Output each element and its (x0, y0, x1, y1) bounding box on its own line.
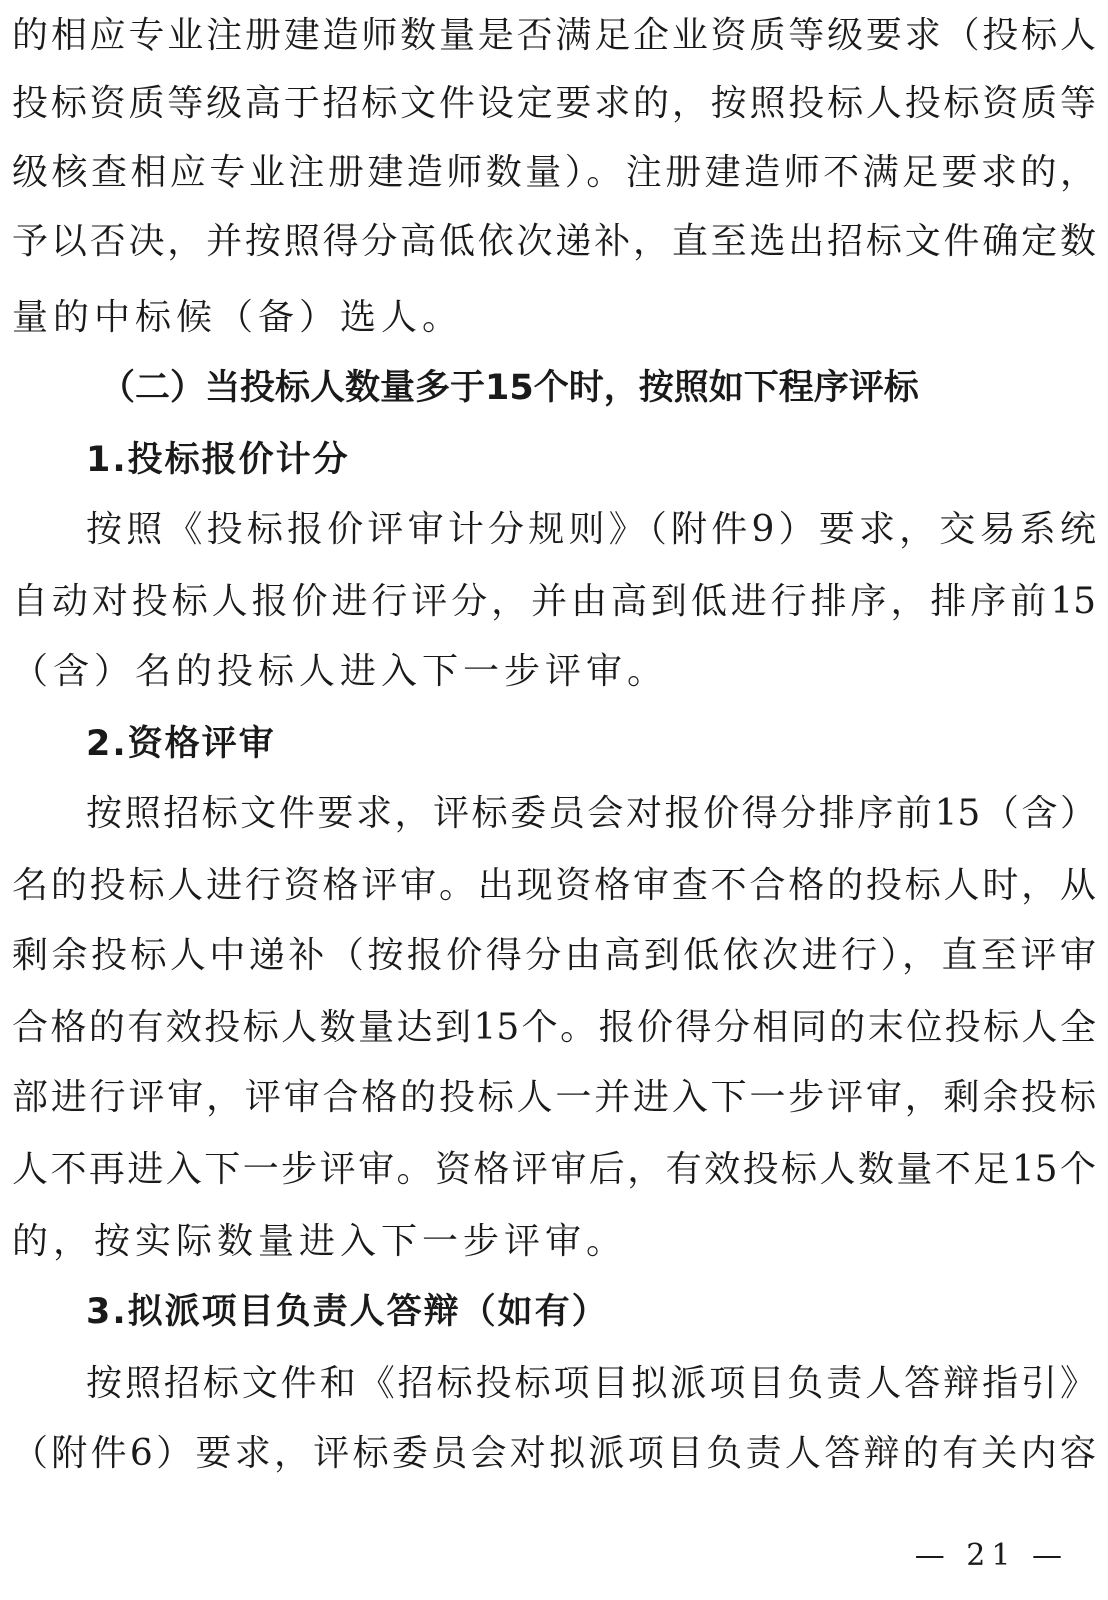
page-number: — 21 — (914, 1538, 1068, 1573)
body-text-line: 按照《投标报价评审计分规则》（附件9）要求，交易系统 (86, 509, 1096, 550)
body-text-line: 量的中标候（备）选人。 (12, 297, 464, 338)
section-heading: （二）当投标人数量多于15个时，按照如下程序评标 (100, 368, 919, 408)
body-text-line: 的，按实际数量进入下一步评审。 (12, 1221, 628, 1262)
body-text-line: （附件6）要求，评标委员会对拟派项目负责人答辩的有关内容 (12, 1433, 1096, 1474)
body-text-line: 予以否决，并按照得分高低依次递补，直至选出招标文件确定数 (12, 221, 1096, 262)
subsection-heading: 2.资格评审 (86, 724, 276, 764)
body-text-line: 剩余投标人中递补（按报价得分由高到低依次进行），直至评审 (12, 935, 1096, 976)
body-text-line: 人不再进入下一步评审。资格评审后，有效投标人数量不足15个 (12, 1149, 1096, 1190)
body-text-line: （含）名的投标人进入下一步评审。 (12, 651, 669, 692)
body-text-line: 自动对投标人报价进行评分，并由高到低进行排序，排序前15 (12, 581, 1096, 622)
subsection-heading: 1.投标报价计分 (86, 440, 350, 480)
body-text-line: 按照招标文件和《招标投标项目拟派项目负责人答辩指引》 (86, 1363, 1096, 1404)
subsection-heading: 3.拟派项目负责人答辩（如有） (86, 1292, 609, 1332)
body-text-line: 投标资质等级高于招标文件设定要求的，按照投标人投标资质等 (12, 83, 1096, 124)
body-text-line: 部进行评审，评审合格的投标人一并进入下一步评审，剩余投标 (12, 1077, 1096, 1118)
body-text-line: 的相应专业注册建造师数量是否满足企业资质等级要求（投标人 (12, 15, 1096, 56)
body-text-line: 按照招标文件要求，评标委员会对报价得分排序前15（含） (86, 793, 1096, 834)
body-text-line: 级核查相应专业注册建造师数量）。注册建造师不满足要求的， (12, 152, 1096, 193)
body-text-line: 名的投标人进行资格评审。出现资格审查不合格的投标人时，从 (12, 865, 1096, 906)
body-text-line: 合格的有效投标人数量达到15个。报价得分相同的末位投标人全 (12, 1007, 1096, 1048)
